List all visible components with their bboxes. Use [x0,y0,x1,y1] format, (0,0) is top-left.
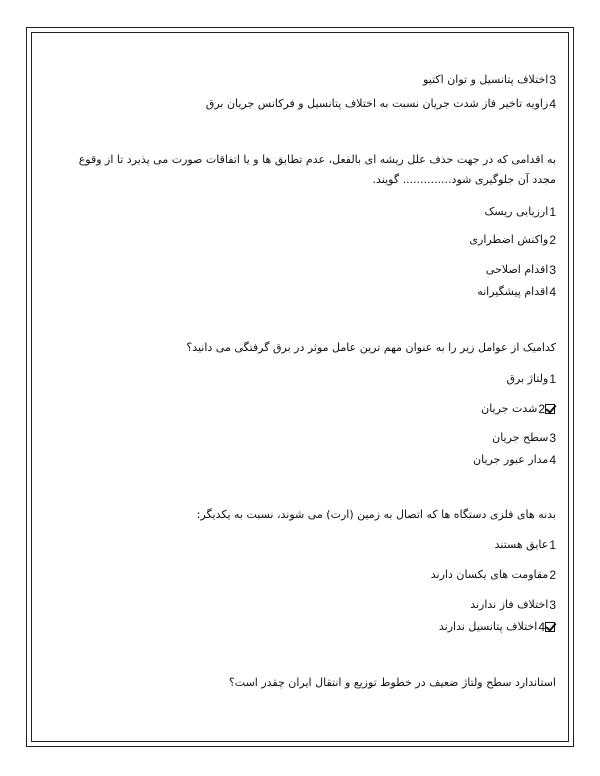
option-text: اقدام اصلاحی [485,263,549,276]
option-q4-2[interactable] [40,568,556,582]
option-text: سطح جریان [492,431,549,444]
option-q3-3[interactable] [40,431,556,445]
quiz-page [40,0,556,776]
option-q3-2[interactable] [40,402,556,416]
option-number: 1 [549,372,556,386]
option-q2-2[interactable] [40,233,556,247]
option-text: اختلاف فاز ندارند [470,598,549,611]
question-5-stem: استاندارد سطح ولتاژ ضعیف در خطوط توزیع و انتقال ایران چقدر است؟ [228,676,556,689]
checkbox-checked-icon[interactable] [545,404,555,414]
option-number: 1 [549,205,556,219]
option-number: 3 [549,431,556,445]
option-text: اختلاف پتانسیل و توان اکتیو [423,73,549,86]
option-q4-1[interactable] [40,538,556,552]
option-q4-3[interactable] [40,598,556,612]
option-number: 3 [549,263,556,277]
option-number: 4 [549,453,556,467]
option-text: عایق هستند [494,538,549,551]
option-text: اختلاف پتانسیل ندارند [438,620,538,633]
option-number: 4 [538,620,545,634]
option-text: واکنش اضطراری [469,233,549,246]
option-text: مدار عبور جریان [473,453,549,466]
option-q1-3[interactable] [40,73,556,87]
option-q2-3[interactable] [40,263,556,277]
option-number: 2 [549,568,556,582]
option-text: ولتاژ برق [506,372,549,385]
question-2-stem-line-1: به اقدامی که در جهت حذف علل ریشه ای بالفعل، عدم تطابق ها و یا اتفاقات صورت می پذیرد تا از وقوع [78,153,556,166]
option-number: 2 [549,233,556,247]
option-q3-1[interactable] [40,372,556,386]
option-number: 4 [549,97,556,111]
option-text: ارزیابی ریسک [484,205,549,218]
option-q2-4[interactable] [40,285,556,299]
question-4-stem: بدنه های فلزی دستگاه ها که اتصال به زمین (ارت) می شوند، نسبت به یکدیگر: [196,508,556,521]
option-q3-4[interactable] [40,453,556,467]
option-q4-4[interactable] [40,620,556,634]
option-text: زاویه تاخیر فاز شدت جریان نسبت به اختلاف پتانسیل و فرکانس جریان برق [205,97,549,110]
option-q2-1[interactable] [40,205,556,219]
option-number: 2 [538,402,545,416]
option-number: 1 [549,538,556,552]
option-q1-4[interactable] [40,97,556,111]
checkbox-checked-icon[interactable] [545,622,555,632]
option-number: 3 [549,598,556,612]
option-text: شدت جریان [481,402,538,415]
question-3-stem: کدامیک از عوامل زیر را به عنوان مهم ترین عامل موثر در برق گرفتگی می دانید؟ [186,341,556,354]
option-text: مقاومت های یکسان دارند [430,568,549,581]
option-text: اقدام پیشگیرانه [477,285,549,298]
option-number: 3 [549,73,556,87]
question-2-stem-line-2: مجدد آن جلوگیری شود.............. گویند. [372,173,556,186]
option-number: 4 [549,285,556,299]
